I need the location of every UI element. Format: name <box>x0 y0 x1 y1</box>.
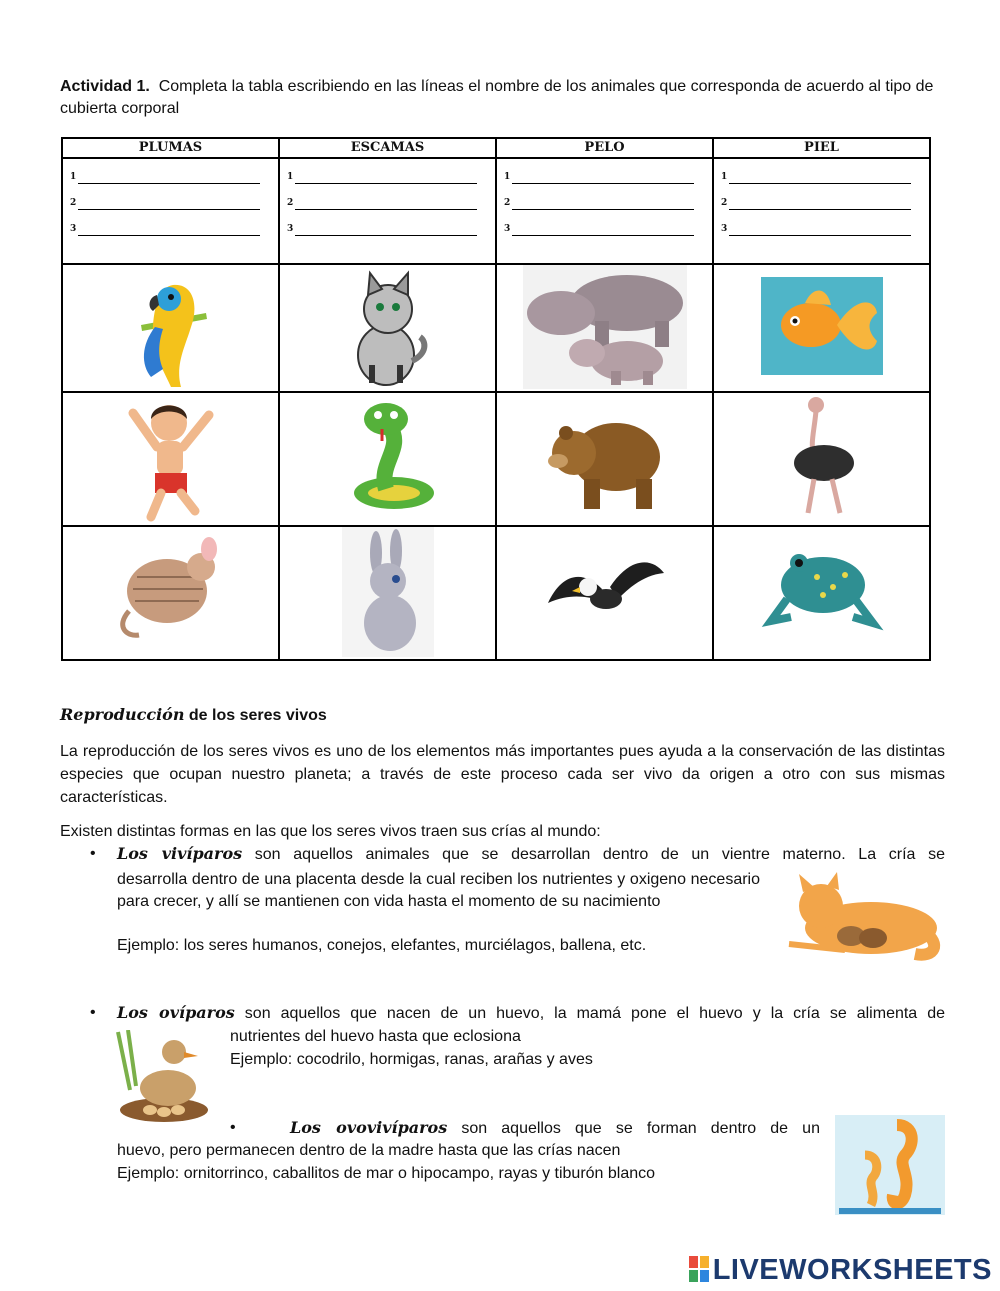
section-title-rest: de los seres vivos <box>188 707 327 724</box>
rabbit-image <box>279 526 496 660</box>
header-pelo: PELO <box>496 138 713 158</box>
armadillo-image <box>62 526 279 660</box>
viviparos-term: Los vivíparos <box>117 844 243 863</box>
answer-line[interactable]: 2 <box>287 198 477 212</box>
oviparos-text: nutrientes del huevo hasta que eclosiona <box>230 1028 521 1045</box>
bullet-dot: • <box>90 845 96 862</box>
header-escamas: ESCAMAS <box>279 138 496 158</box>
answer-line[interactable]: 1 <box>287 172 477 186</box>
ovoviviparos-term: Los ovovivíparos <box>290 1118 448 1137</box>
viviparos-text: desarrolla dentro de una placenta desde la cual reciben los nutrientes y oxigeno necesario para crecer, y allí se mantienen con vida hasta el momento de su nacimiento <box>117 871 760 910</box>
viviparos-line1: Los vivíparos son aquellos animales que se desarrollan dentro de un vientre materno. La cría se <box>117 844 945 863</box>
oviparos-line1: Los ovíparos son aquellos que nacen de un huevo, la mamá pone el huevo y la cría se alimenta de <box>117 1003 946 1022</box>
eagle-image <box>496 526 713 660</box>
cat-image <box>279 264 496 392</box>
liveworksheets-logo: LIVEWORKSHEETS <box>689 1254 992 1287</box>
logo-badge-icon <box>689 1256 709 1282</box>
duck-nest-image <box>112 1030 216 1126</box>
answer-lines-pelo <box>497 159 712 263</box>
answer-line[interactable]: 3 <box>287 224 477 238</box>
ovoviviparos-line1: Los ovovivíparos son aquellos que se forman dentro de un <box>290 1118 820 1137</box>
answer-line[interactable]: 2 <box>70 198 260 212</box>
bullet-dot: • <box>230 1119 236 1136</box>
answer-lines-plumas <box>63 159 278 263</box>
ovoviviparos-text: huevo, pero permanecen dentro de la madre hasta que las crías nacen <box>117 1142 621 1159</box>
answer-line[interactable]: 1 <box>504 172 694 186</box>
bear-image <box>496 392 713 526</box>
header-plumas: PLUMAS <box>62 138 279 158</box>
goldfish-image <box>713 264 930 392</box>
boy-image <box>62 392 279 526</box>
intro-paragraph: La reproducción de los seres vivos es uno de los elementos más importantes pues ayuda a la conservación de las distintas especies que ocupan nuestro planeta; a través de este proceso cada ser vivo da origen a otro con sus mismas características. <box>60 743 945 806</box>
forms-paragraph: Existen distintas formas en las que los seres vivos traen sus crías al mundo: <box>60 823 601 840</box>
answer-lines-piel <box>714 159 929 263</box>
parrot-image <box>62 264 279 392</box>
answer-line[interactable]: 2 <box>721 198 911 212</box>
activity-instruction <box>60 76 950 120</box>
bullet-dot: • <box>90 1004 96 1021</box>
answer-line[interactable]: 3 <box>504 224 694 238</box>
answer-line[interactable]: 3 <box>721 224 911 238</box>
activity-text: Completa la tabla escribiendo en las líneas el nombre de los animales que corresponda de acuerdo al tipo de cubierta corporal <box>60 78 934 117</box>
snake-image <box>279 392 496 526</box>
answer-line[interactable]: 1 <box>721 172 911 186</box>
answer-line[interactable]: 2 <box>504 198 694 212</box>
activity-label: Actividad 1. <box>60 78 150 95</box>
answer-line[interactable]: 1 <box>70 172 260 186</box>
hippos-image <box>496 264 713 392</box>
frog-image <box>713 526 930 660</box>
viviparos-example: Ejemplo: los seres humanos, conejos, elefantes, murciélagos, ballena, etc. <box>117 937 647 954</box>
oviparos-term: Los ovíparos <box>117 1003 235 1022</box>
fox-with-cubs-image <box>775 872 945 968</box>
section-title-italic: Reproducción <box>60 705 185 724</box>
answer-lines-escamas <box>280 159 495 263</box>
header-piel: PIEL <box>713 138 930 158</box>
section-title <box>60 705 327 725</box>
answer-line[interactable]: 3 <box>70 224 260 238</box>
seahorses-image <box>835 1115 945 1215</box>
ovoviviparos-example: Ejemplo: ornitorrinco, caballitos de mar o hipocampo, rayas y tiburón blanco <box>117 1165 656 1182</box>
ostrich-image <box>713 392 930 526</box>
oviparos-example: Ejemplo: cocodrilo, hormigas, ranas, arañas y aves <box>230 1051 593 1068</box>
body-covering-table <box>61 137 931 661</box>
